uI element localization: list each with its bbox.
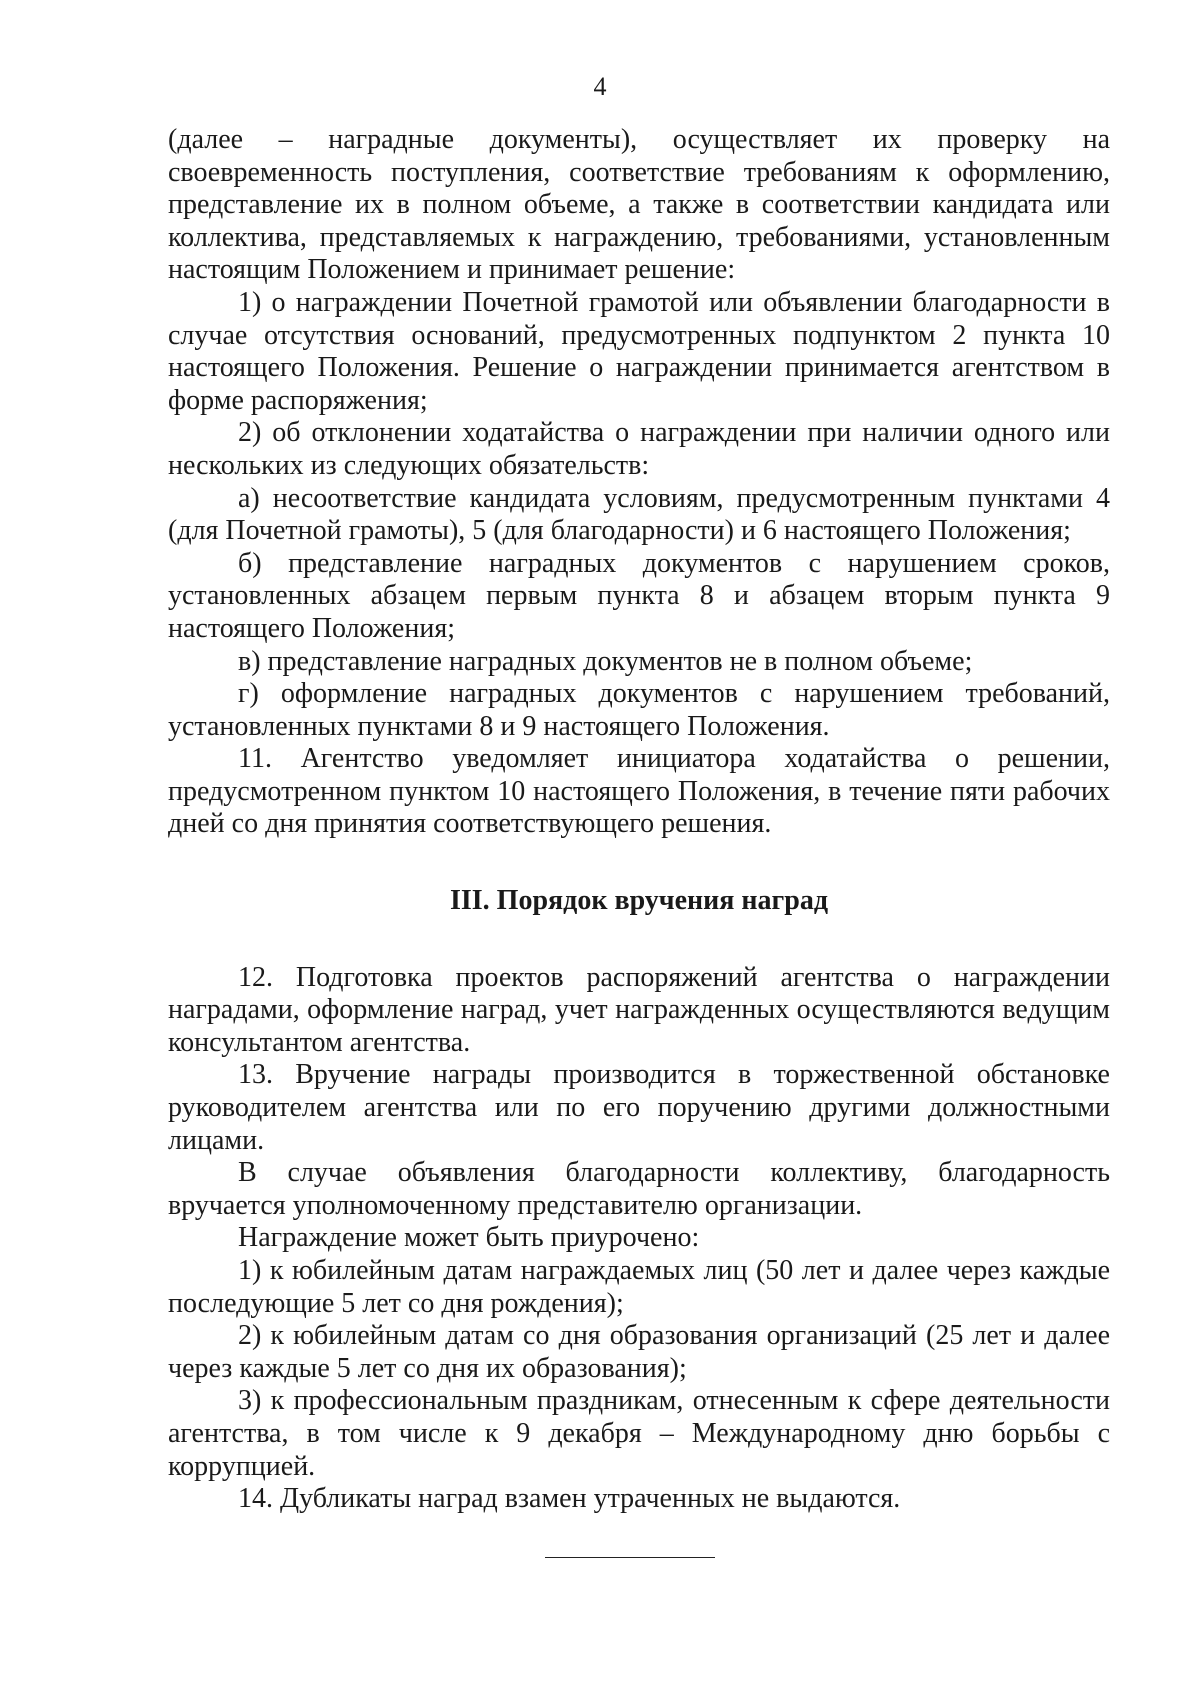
paragraph-11: 11. Агентство уведомляет инициатора ходатайства о решении, предусмотренном пунктом 10 настоящего Положения, в течение пяти рабочих дней со дня принятия соответствующего решения.	[168, 743, 1110, 840]
paragraph-13-collective: В случае объявления благодарности коллективу, благодарность вручается уполномоченному представителю организации.	[168, 1157, 1110, 1221]
paragraph-subitem-g: г) оформление наградных документов с нарушением требований, установленных пунктами 8 и 9 настоящего Положения.	[168, 678, 1110, 742]
paragraph-item-2: 2) об отклонении ходатайства о награждении при наличии одного или нескольких из следующих обязательств:	[168, 417, 1110, 481]
paragraph-12: 12. Подготовка проектов распоряжений агентства о награждении наградами, оформление наград, учет награжденных осуществляются ведущим консультантом агентства.	[168, 961, 1110, 1058]
end-rule	[545, 1557, 715, 1558]
paragraph-subitem-b: б) представление наградных документов с нарушением сроков, установленных абзацем первым пункта 8 и абзацем вторым пункта 9 настоящего Положения;	[168, 547, 1110, 644]
paragraph-13-item-3: 3) к профессиональным праздникам, отнесенным к сфере деятельности агентства, в том числе к 9 декабря – Международному дню борьбы с коррупцией.	[168, 1385, 1110, 1482]
paragraph-subitem-v: в) представление наградных документов не в полном объеме;	[238, 645, 973, 677]
paragraph-continuation: (далее – наградные документы), осуществляет их проверку на своевременность поступления, соответствие требованиям к оформлению, представление их в полном объеме, а также в соответствии кандидата или коллектива, представляемых к награждению, требованиями, установленным настоящим Положением и принимает решение:	[168, 124, 1110, 286]
section-title: III. Порядок вручения наград	[449, 885, 829, 917]
document-body	[168, 124, 1110, 1516]
paragraph-subitem-a: а) несоответствие кандидата условиям, предусмотренным пунктами 4 (для Почетной грамоты), 5 (для благодарности) и 6 настоящего Положения;	[168, 482, 1110, 547]
paragraph-13-item-1: 1) к юбилейным датам награждаемых лиц (50 лет и далее через каждые последующие 5 лет со дня рождения);	[168, 1255, 1110, 1319]
paragraph-13-item-2: 2) к юбилейным датам со дня образования организаций (25 лет и далее через каждые 5 лет со дня их образования);	[168, 1320, 1110, 1384]
page-number: 4	[593, 72, 607, 101]
paragraph-item-1: 1) о награждении Почетной грамотой или объявлении благодарности в случае отсутствия оснований, предусмотренных подпунктом 2 пункта 10 настоящего Положения. Решение о награждении принимается агентством в форме распоряжения;	[168, 286, 1110, 416]
paragraph-14: 14. Дубликаты наград взамен утраченных не выдаются.	[238, 1483, 901, 1515]
paragraph-13: 13. Вручение награды производится в торжественной обстановке руководителем агентства или по его поручению другими должностными лицами.	[168, 1059, 1110, 1156]
paragraph-13-timing: Награждение может быть приурочено:	[238, 1222, 700, 1254]
